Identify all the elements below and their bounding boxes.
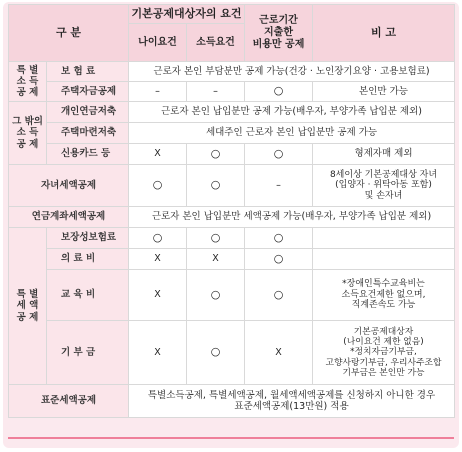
child-tax-age: ○ bbox=[129, 165, 187, 207]
housing-fund-income: – bbox=[187, 82, 245, 102]
credit-card-income: ○ bbox=[187, 144, 245, 165]
deduction-requirements-table bbox=[8, 4, 455, 418]
row-label-donation: 기 부 금 bbox=[47, 321, 129, 385]
donation-income: ○ bbox=[187, 321, 245, 385]
donation-work: X bbox=[245, 321, 313, 385]
header-note: 비 고 bbox=[313, 5, 455, 62]
row-label-pension-savings: 개인연금저축 bbox=[47, 102, 129, 123]
education-work: ○ bbox=[245, 270, 313, 321]
medical-income: X bbox=[187, 249, 245, 270]
header-work-period: 근로기간 지출한 비용만 공제 bbox=[245, 5, 313, 62]
protect-insurance-income: ○ bbox=[187, 228, 245, 249]
group-special-income: 특 별 소 득 공 제 bbox=[9, 62, 47, 102]
housing-fund-note: 본인만 가능 bbox=[313, 82, 455, 102]
education-income: ○ bbox=[187, 270, 245, 321]
row-label-education: 교 육 비 bbox=[47, 270, 129, 321]
medical-note bbox=[313, 249, 455, 270]
row-label-medical: 의 료 비 bbox=[47, 249, 129, 270]
row-label-housing-fund: 주택자금공제 bbox=[47, 82, 129, 102]
housing-fund-work: ○ bbox=[245, 82, 313, 102]
donation-note: 기본공제대상자 (나이요건 제한 없음) *정치자금기부금, 고향사랑기부금, 우리사주조합 기부금은 본인만 가능 bbox=[313, 321, 455, 385]
row-label-child-tax: 자녀세액공제 bbox=[9, 165, 129, 207]
donation-age: X bbox=[129, 321, 187, 385]
row-label-standard-tax: 표준세액공제 bbox=[9, 385, 129, 418]
group-other-income: 그 밖의 소 득 공 제 bbox=[9, 102, 47, 165]
credit-card-age: X bbox=[129, 144, 187, 165]
header-requirement-group: 기본공제대상자의 요건 bbox=[129, 5, 245, 24]
row-label-pension-account: 연금계좌세액공제 bbox=[9, 207, 129, 228]
protect-insurance-age: ○ bbox=[129, 228, 187, 249]
row-label-insurance: 보 험 료 bbox=[47, 62, 129, 82]
row-pension-savings-merged: 근로자 본인 납입분만 공제 가능(배우자, 부양가족 납입분 제외) bbox=[129, 102, 455, 123]
row-house-savings-merged: 세대주인 근로자 본인 납입분만 공제 가능 bbox=[129, 123, 455, 144]
credit-card-work: ○ bbox=[245, 144, 313, 165]
header-income-requirement: 소득요건 bbox=[187, 24, 245, 62]
education-age: X bbox=[129, 270, 187, 321]
housing-fund-age: – bbox=[129, 82, 187, 102]
bottom-accent-line bbox=[8, 437, 454, 439]
protect-insurance-note bbox=[313, 228, 455, 249]
protect-insurance-work: ○ bbox=[245, 228, 313, 249]
row-pension-account-merged: 근로자 본인 납입분만 세액공제 가능(배우자, 부양가족 납입분 제외) bbox=[129, 207, 455, 228]
row-label-house-savings: 주택마련저축 bbox=[47, 123, 129, 144]
row-insurance-merged: 근로자 본인 부담분만 공제 가능(건강 · 노인장기요양 · 고용보험료) bbox=[129, 62, 455, 82]
education-note: *장애인특수교육비는 소득요건제한 없으며, 직계존속도 가능 bbox=[313, 270, 455, 321]
group-special-tax: 특 별 세 액 공 제 bbox=[9, 228, 47, 385]
medical-age: X bbox=[129, 249, 187, 270]
medical-work: ○ bbox=[245, 249, 313, 270]
credit-card-note: 형제자매 제외 bbox=[313, 144, 455, 165]
row-standard-tax-merged: 특별소득공제, 특별세액공제, 월세액세액공제를 신청하지 아니한 경우 표준세액공제(13만원) 적용 bbox=[129, 385, 455, 418]
child-tax-work: – bbox=[245, 165, 313, 207]
row-label-credit-card: 신용카드 등 bbox=[47, 144, 129, 165]
row-label-protect-insurance: 보장성보험료 bbox=[47, 228, 129, 249]
child-tax-note: 8세이상 기본공제대상 자녀 (입양자 · 위탁아동 포함) 및 손자녀 bbox=[313, 165, 455, 207]
header-gubun: 구 분 bbox=[9, 5, 129, 62]
child-tax-income: ○ bbox=[187, 165, 245, 207]
header-age-requirement: 나이요건 bbox=[129, 24, 187, 62]
